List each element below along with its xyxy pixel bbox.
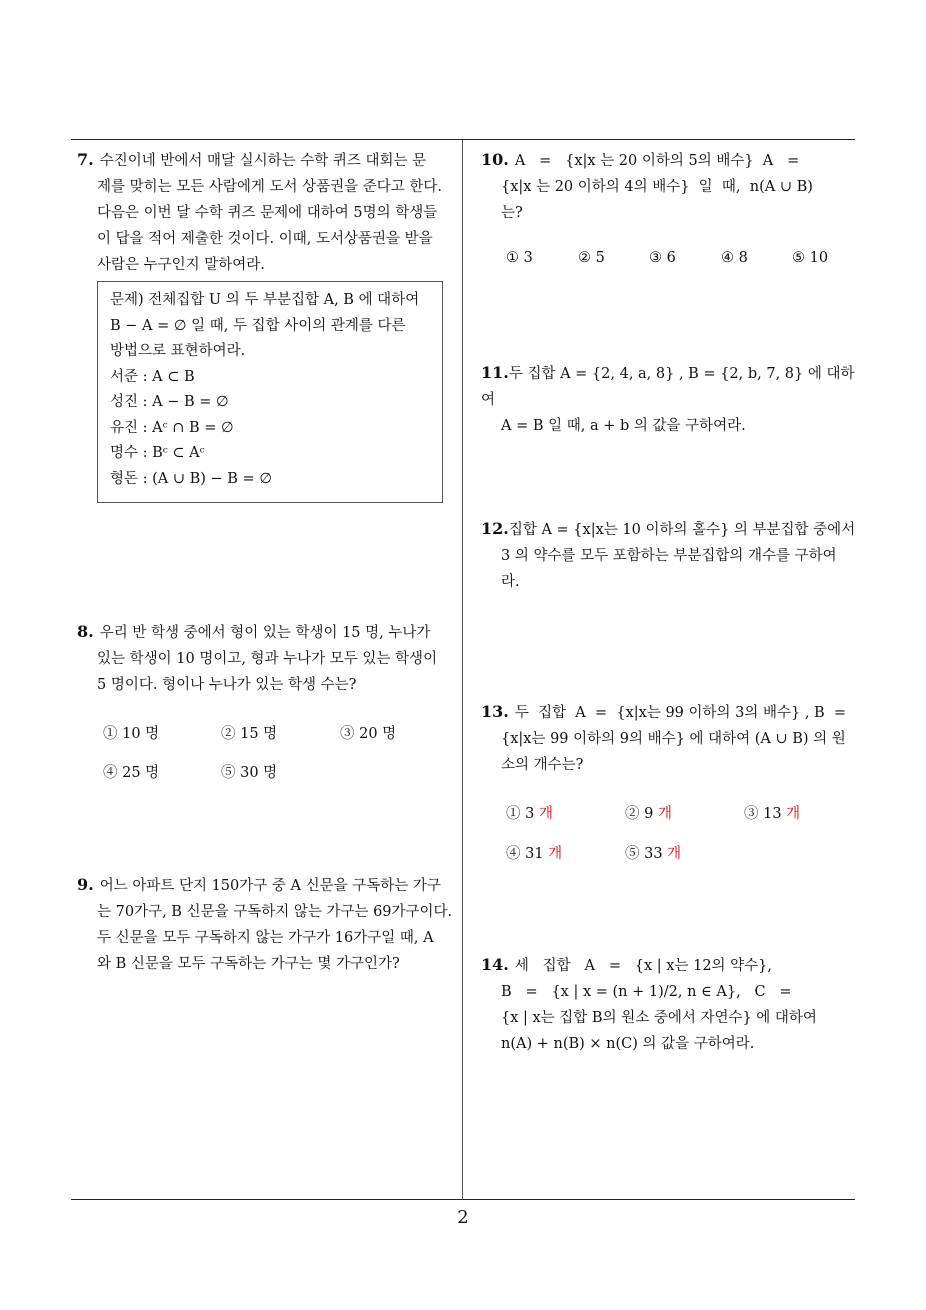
question-line: n(A) + n(B) × n(C) 의 값을 구하여라. <box>501 1036 755 1052</box>
choice-unit: 개 <box>667 846 682 862</box>
question-line: 두 신문을 모두 구독하지 않는 가구가 16가구일 때, A <box>97 930 434 946</box>
choice-unit: 개 <box>657 806 672 822</box>
question-14 <box>481 952 859 1057</box>
question-number: 7. <box>77 150 94 169</box>
question-line: 세 집합 A = {x | x는 12의 약수}, <box>514 958 773 974</box>
choice-5[interactable] <box>625 842 681 863</box>
question-number: 14. <box>481 955 509 974</box>
choice-1[interactable]: ① 3 <box>506 250 533 266</box>
box-line: 명수 : Bᶜ ⊂ Aᶜ <box>110 445 205 461</box>
question-line: 3 의 약수를 모두 포함하는 부분집합의 개수를 구하여 <box>501 548 837 564</box>
choice-1[interactable]: ① 10 명 <box>103 726 160 742</box>
choice-4[interactable]: ④ 25 명 <box>103 765 160 781</box>
choice-4[interactable]: ④ 8 <box>721 250 748 266</box>
question-number: 12. <box>481 519 509 538</box>
question-number: 9. <box>77 875 94 894</box>
choice-2[interactable]: ② 15 명 <box>221 726 278 742</box>
question-line: B = {x | x = (n + 1)/2, n ∈ A}, C = <box>501 984 792 1000</box>
question-number: 13. <box>481 702 509 721</box>
choice-2[interactable] <box>625 802 672 823</box>
choice-label: ② 9 <box>625 806 654 822</box>
question-line: 집합 A = {x|x는 10 이하의 홀수} 의 부분집합 중에서 <box>508 522 856 538</box>
box-line: 서준 : A ⊂ B <box>110 368 195 385</box>
question-number: 10. <box>481 150 509 169</box>
question-line: A = B 일 때, a + b 의 값을 구하여라. <box>501 418 746 434</box>
question-line: 5 명이다. 형이나 누나가 있는 학생 수는? <box>97 677 357 693</box>
question-line: 는? <box>501 205 523 221</box>
choice-4[interactable] <box>506 842 562 863</box>
column-divider <box>462 140 463 1200</box>
question-7 <box>77 147 457 278</box>
question-line: A = {x|x 는 20 이하의 5의 배수} A = <box>514 153 800 169</box>
question-line: 와 B 신문을 모두 구독하는 가구는 몇 가구인가? <box>97 956 400 972</box>
question-line: 두 집합 A = {2, 4, a, 8} , B = {2, b, 7, 8} 에 대하여 <box>481 366 855 408</box>
question-line: 다음은 이번 달 수학 퀴즈 문제에 대하여 5명의 학생들 <box>97 205 438 221</box>
choice-3[interactable] <box>744 802 800 823</box>
choice-label: ③ 13 <box>744 806 782 822</box>
choice-3[interactable]: ③ 20 명 <box>340 726 397 742</box>
question-line: 있는 학생이 10 명이고, 형과 누나가 모두 있는 학생이 <box>97 651 438 667</box>
choice-label: ④ 31 <box>506 846 544 862</box>
question-line: 수진이네 반에서 매달 실시하는 수학 퀴즈 대회는 문 <box>99 153 427 169</box>
question-line: 어느 아파트 단지 150가구 중 A 신문을 구독하는 가구 <box>99 878 441 894</box>
question-line: 우리 반 학생 중에서 형이 있는 학생이 15 명, 누나가 <box>99 625 431 641</box>
choice-5[interactable]: ⑤ 10 <box>792 250 829 266</box>
question-number: 11. <box>481 363 509 382</box>
bottom-rule <box>71 1199 855 1200</box>
question-line: 라. <box>501 574 520 590</box>
question-line: {x|x는 99 이하의 9의 배수} 에 대하여 (A ∪ B) 의 원 <box>501 731 846 747</box>
choice-5[interactable]: ⑤ 30 명 <box>221 765 278 781</box>
question-11 <box>481 360 859 439</box>
question-line: 이 답을 적어 제출한 것이다. 이때, 도서상품권을 받을 <box>97 231 433 247</box>
question-line: 는 70가구, B 신문을 구독하지 않는 가구는 69가구이다. <box>97 904 453 920</box>
choice-1[interactable] <box>506 802 553 823</box>
choice-2[interactable]: ② 5 <box>578 250 605 266</box>
box-line: 문제) 전체집합 U 의 두 부분집합 A, B 에 대하여 <box>110 292 420 308</box>
box-line: B − A = ∅ 일 때, 두 집합 사이의 관계를 다른 <box>110 317 406 334</box>
box-line: 형돈 : (A ∪ B) − B = ∅ <box>110 470 272 487</box>
choice-label: ⑤ 33 <box>625 846 663 862</box>
question-line: 제를 맞히는 모든 사람에게 도서 상품권을 준다고 한다. <box>97 179 443 195</box>
choice-unit: 개 <box>548 846 563 862</box>
question-line: {x | x는 집합 B의 원소 중에서 자연수} 에 대하여 <box>501 1010 817 1026</box>
choice-3[interactable]: ③ 6 <box>649 250 676 266</box>
question-10 <box>481 147 859 226</box>
box-line: 방법으로 표현하여라. <box>110 343 246 359</box>
box-line: 성진 : A − B = ∅ <box>110 394 229 410</box>
question-line: 소의 개수는? <box>501 757 584 773</box>
question-7-box <box>97 281 443 503</box>
choice-label: ① 3 <box>506 806 535 822</box>
top-rule <box>71 139 855 140</box>
choice-unit: 개 <box>786 806 801 822</box>
choice-unit: 개 <box>538 806 553 822</box>
question-line: 사람은 누구인지 말하여라. <box>97 257 265 273</box>
question-line: 두 집합 A = {x|x는 99 이하의 3의 배수} , B = <box>514 705 847 721</box>
question-9 <box>77 872 457 977</box>
question-13 <box>481 699 859 778</box>
question-line: {x|x 는 20 이하의 4의 배수} 일 때, n(A ∪ B) <box>501 179 813 195</box>
question-12 <box>481 516 859 595</box>
page-number: 2 <box>457 1207 469 1228</box>
question-number: 8. <box>77 622 94 641</box>
box-line: 유진 : Aᶜ ∩ B = ∅ <box>110 419 234 436</box>
question-8 <box>77 619 457 698</box>
